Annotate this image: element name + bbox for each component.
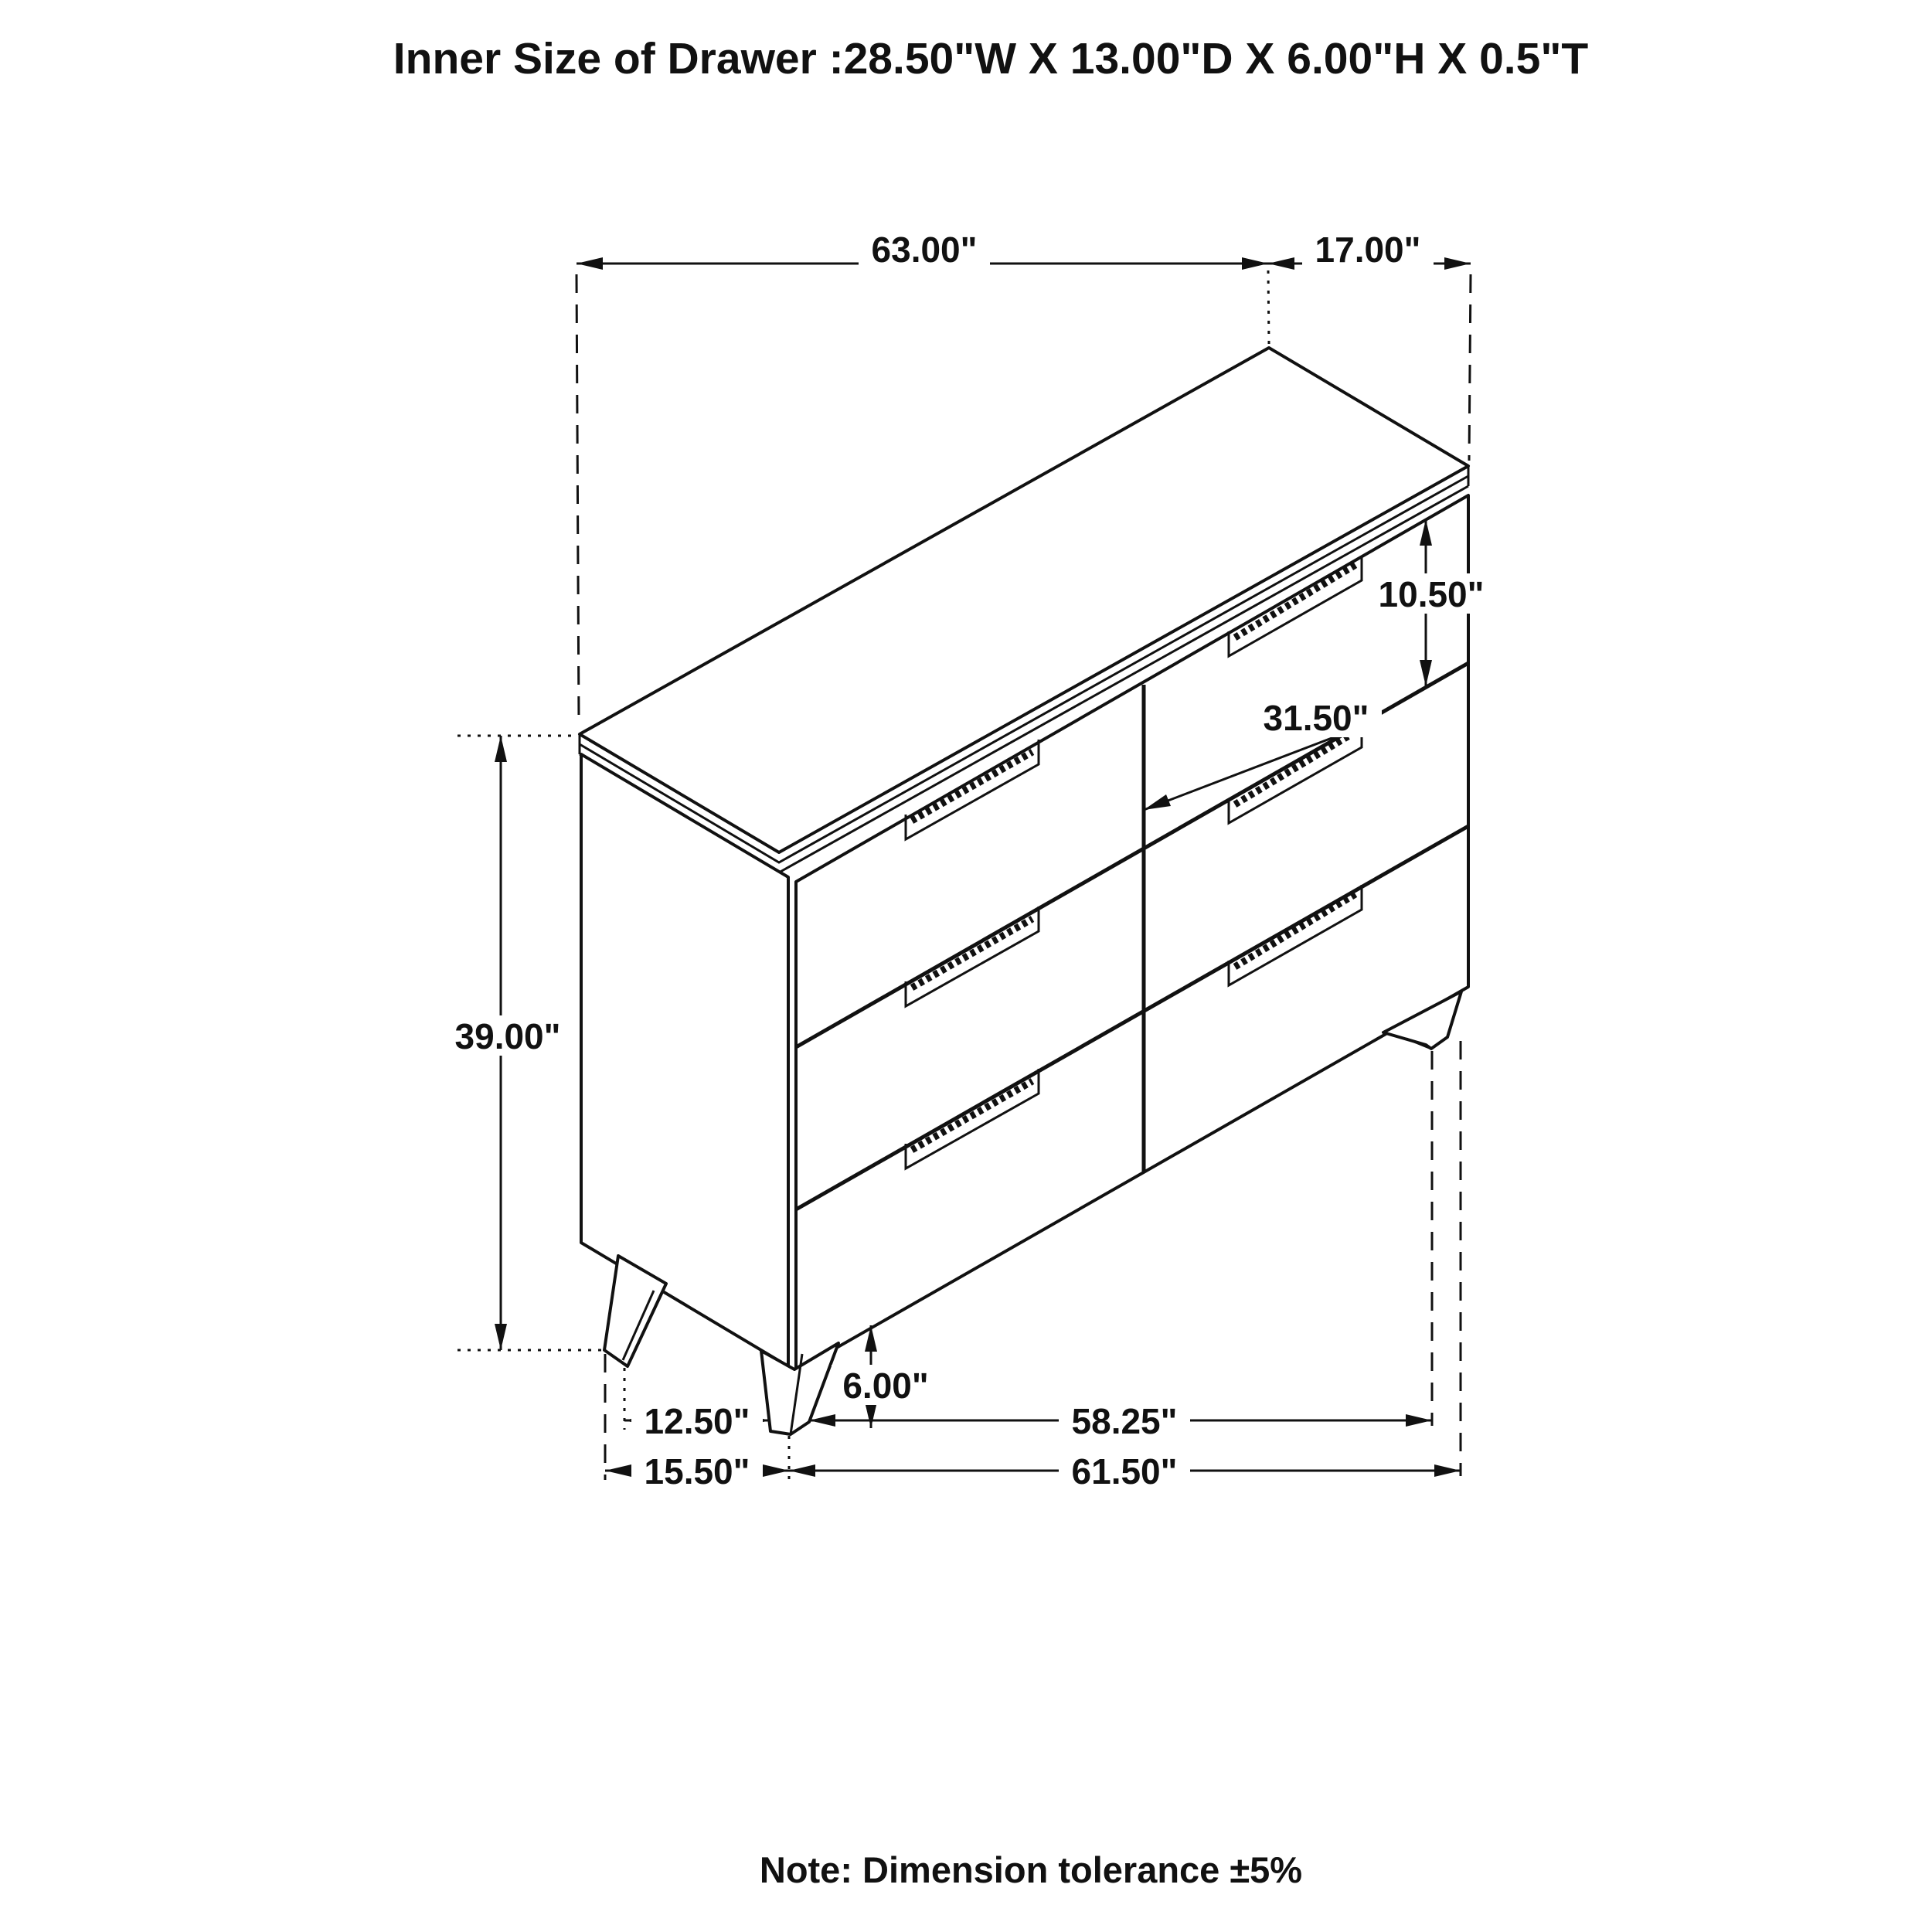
tolerance-note: Note: Dimension tolerance ±5% (759, 1849, 1303, 1890)
label-leg-span-inner: 58.25" (1071, 1401, 1178, 1441)
label-drawer-face-height: 10.50" (1378, 574, 1485, 614)
label-leg-offset-outer: 15.50" (644, 1451, 750, 1492)
ext-width-depth-shared (1268, 270, 1269, 344)
dresser-drawing (580, 348, 1468, 1434)
label-leg-offset-inner: 12.50" (644, 1401, 750, 1441)
ext-width-left (577, 274, 579, 723)
label-overall-width: 63.00" (871, 230, 978, 270)
label-leg-span-outer: 61.50" (1071, 1451, 1178, 1492)
label-leg-height: 6.00" (842, 1366, 929, 1406)
page-title: Inner Size of Drawer :28.50"W X 13.00"D X 6.00"H X 0.5"T (393, 34, 1589, 83)
label-height: 39.00" (454, 1016, 561, 1056)
label-drawer-width: 31.50" (1263, 698, 1369, 738)
ext-depth-right (1469, 274, 1471, 461)
label-depth: 17.00" (1315, 230, 1421, 270)
dresser-side-panel (581, 754, 788, 1366)
